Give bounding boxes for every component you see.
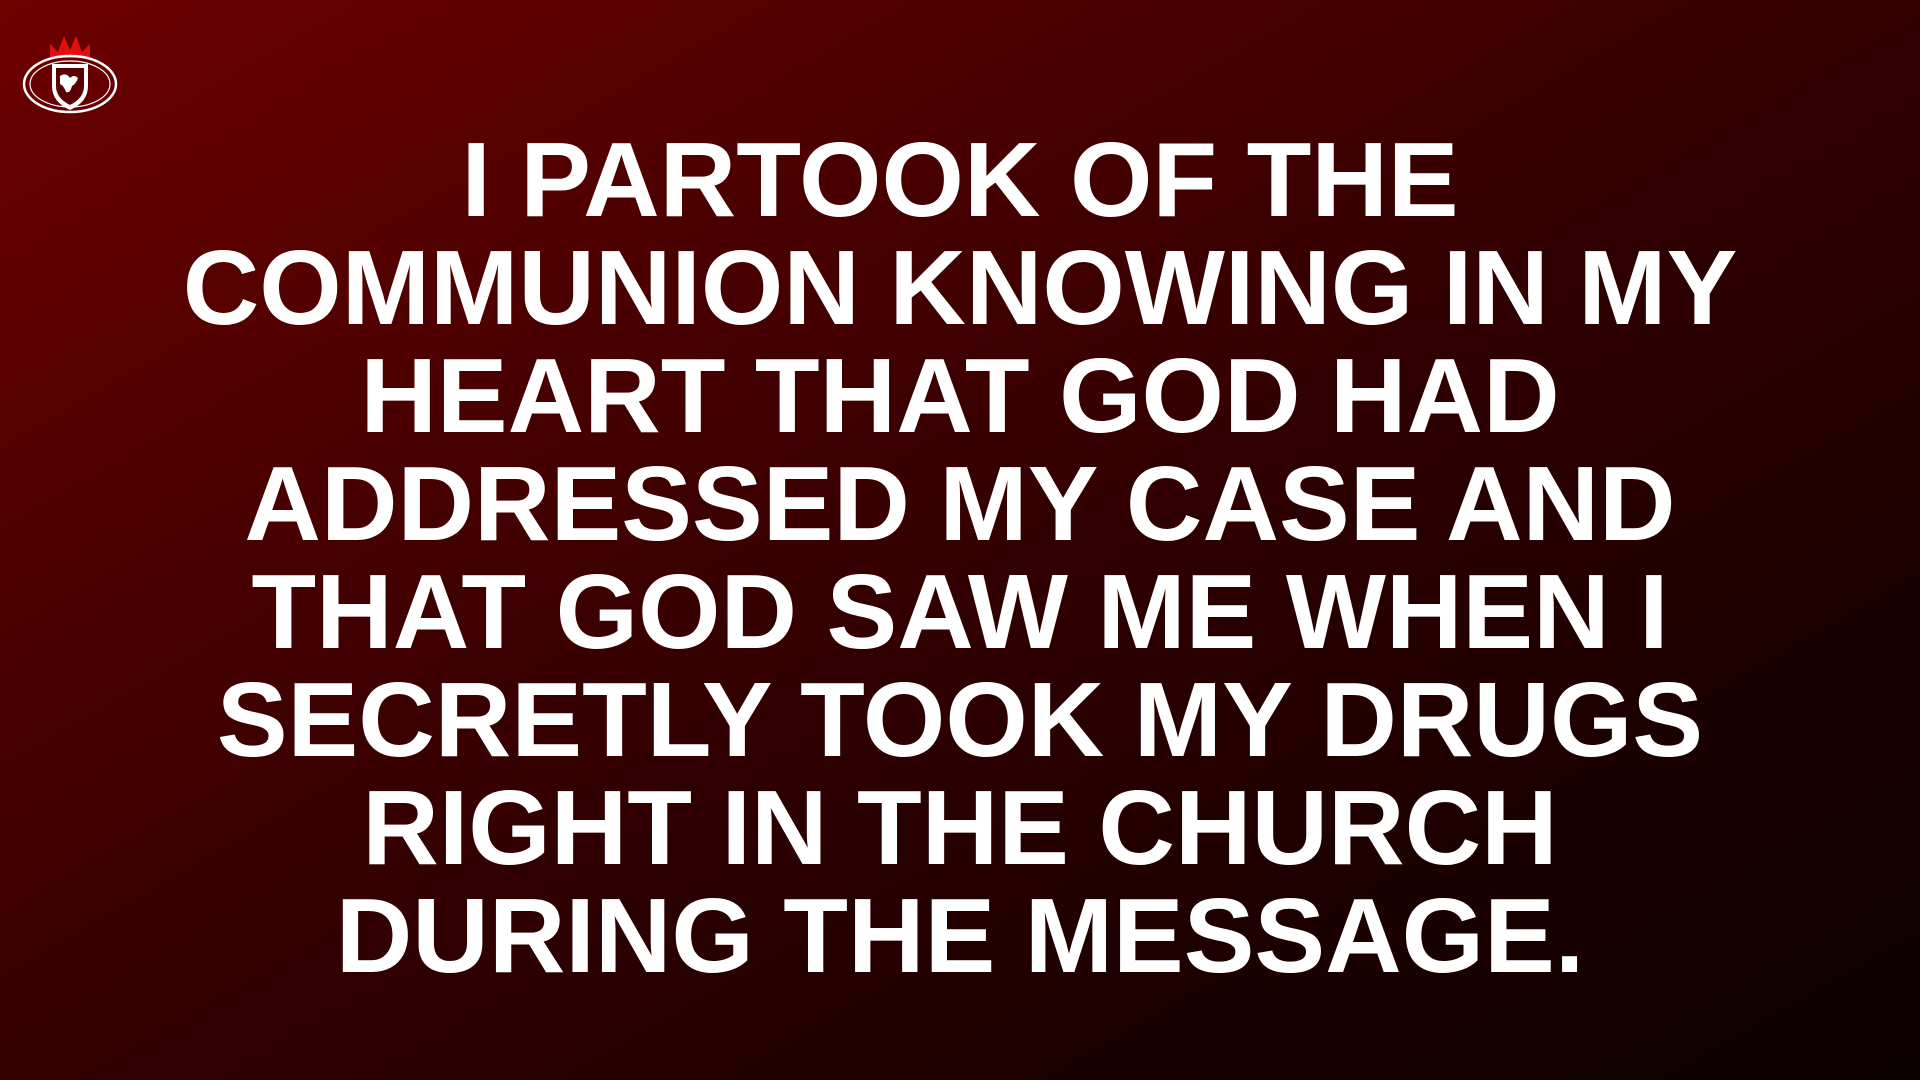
slide-line: ADDRESSED MY CASE AND [244, 445, 1676, 563]
slide-line: SECRETLY TOOK MY DRUGS [216, 661, 1704, 779]
church-logo [20, 20, 120, 120]
slide-line: I PARTOOK OF THE [461, 121, 1459, 239]
slide-line: HEART THAT GOD HAD [360, 337, 1560, 455]
church-crest-logo-icon [20, 20, 120, 120]
slide-message [60, 121, 1860, 995]
slide-line: COMMUNION KNOWING IN MY [182, 229, 1738, 347]
slide-line: DURING THE MESSAGE. [335, 877, 1585, 995]
slide-line: THAT GOD SAW ME WHEN I [251, 553, 1669, 671]
slide-line: RIGHT IN THE CHURCH [362, 769, 1558, 887]
